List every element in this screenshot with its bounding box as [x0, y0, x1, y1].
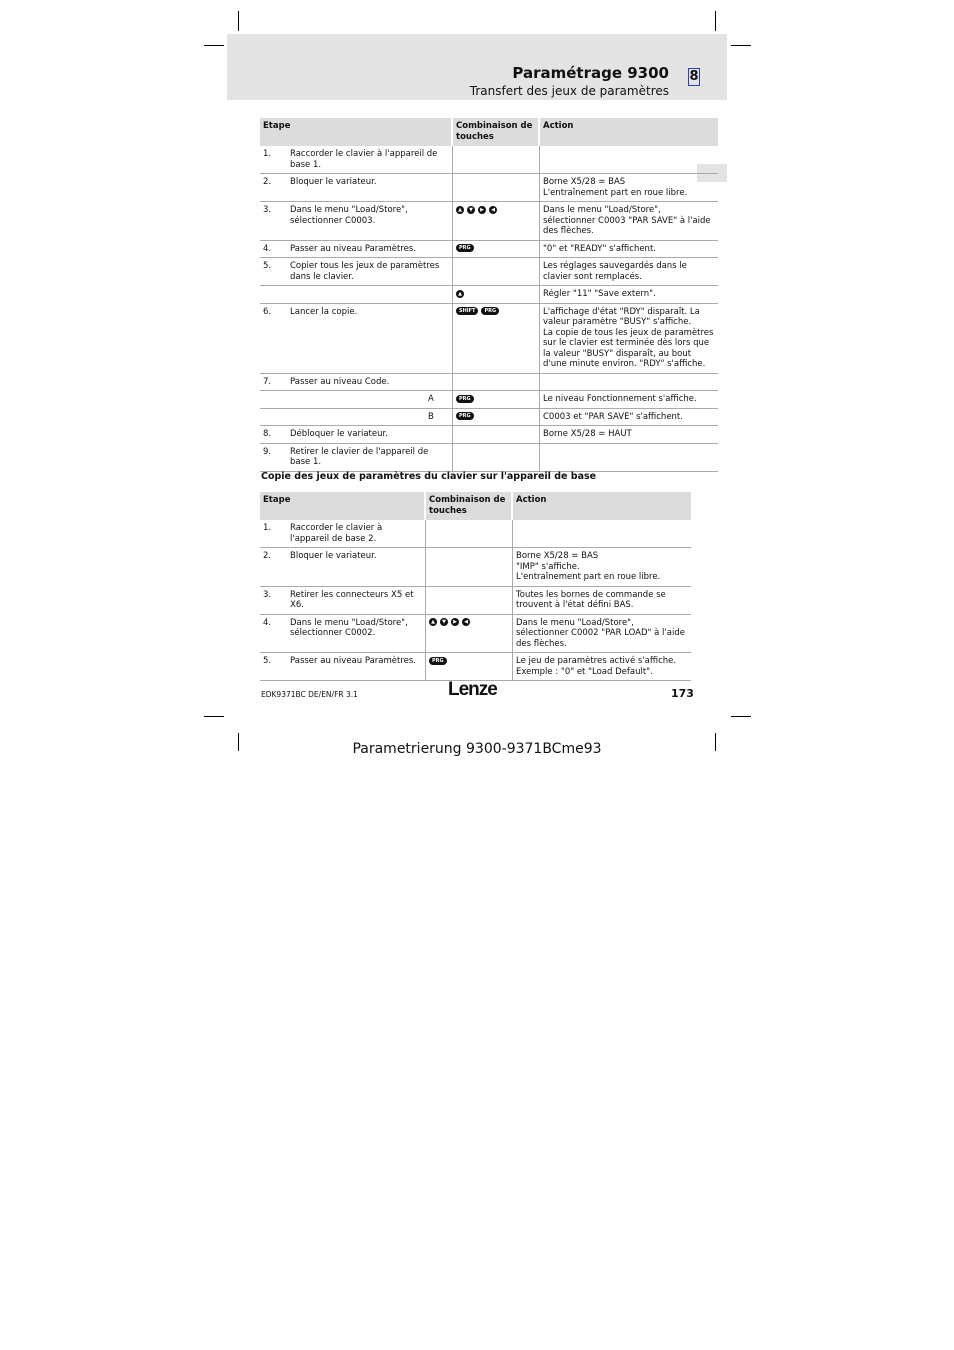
step-description: Débloquer le variateur.: [287, 426, 453, 444]
key-combination: [426, 520, 513, 548]
key-combination: [453, 409, 540, 427]
key-combination: [453, 146, 540, 174]
step-number: 3.: [260, 587, 287, 615]
page-subtitle: Transfert des jeux de paramètres: [469, 84, 669, 98]
table-header-row: [260, 118, 718, 146]
step-number: [260, 409, 287, 427]
step-number: 1.: [260, 146, 287, 174]
step-number: 8.: [260, 426, 287, 444]
step-number: [260, 391, 287, 409]
key-combination: [453, 286, 540, 304]
table-row: [260, 258, 718, 286]
step-description: [287, 409, 425, 427]
step-action: Dans le menu "Load/Store", sélectionner C0002 "PAR LOAD" à l'aide des flèches.: [513, 615, 691, 654]
key-combination: [426, 548, 513, 587]
step-description: Raccorder le clavier à l'appareil de base 1.: [287, 146, 453, 174]
table-row: [260, 444, 718, 472]
crop-mark: [238, 11, 239, 31]
step-number: 5.: [260, 653, 287, 681]
page-number: 173: [671, 687, 694, 700]
table-row: [260, 241, 718, 259]
prg-key: PRG: [481, 307, 499, 315]
step-action: Borne X5/28 = BAS "IMP" s'affiche. L'entraînement part en roue libre.: [513, 548, 691, 587]
key-combination: [453, 202, 540, 241]
page-title: Paramétrage 9300: [512, 64, 669, 82]
table-row: [260, 202, 718, 241]
header-keys: Combinaison de touches: [426, 492, 513, 520]
step-number: 6.: [260, 304, 287, 374]
table-header-row: [260, 492, 691, 520]
step-number: 2.: [260, 548, 287, 587]
sub-step-label: A: [425, 391, 453, 409]
key-combination: [453, 258, 540, 286]
table-row: [260, 174, 718, 202]
crop-mark: [204, 45, 224, 46]
key-combination: [453, 426, 540, 444]
step-number: [260, 286, 287, 304]
table-row: [260, 426, 718, 444]
step-description: Copier tous les jeux de paramètres dans le clavier.: [287, 258, 453, 286]
table-row: [260, 548, 691, 587]
chapter-number: 8: [689, 69, 699, 84]
key-combination: [453, 444, 540, 472]
step-number: 9.: [260, 444, 287, 472]
table-row: [260, 615, 691, 654]
step-description: [287, 391, 425, 409]
step-action: Toutes les bornes de commande se trouvent à l'état défini BAS.: [513, 587, 691, 615]
step-description: Passer au niveau Paramètres.: [287, 653, 426, 681]
crop-mark: [204, 716, 224, 717]
step-action: [540, 444, 718, 472]
step-number: 1.: [260, 520, 287, 548]
down-arrow-icon: ▼: [467, 206, 475, 214]
step-description: Dans le menu "Load/Store", sélectionner C0002.: [287, 615, 426, 654]
document-code: EDK9371BC DE/EN/FR 3.1: [261, 690, 358, 699]
up-arrow-icon: ▲: [429, 618, 437, 626]
step-action: C0003 et "PAR SAVE" s'affichent.: [540, 409, 718, 427]
step-action: Régler "11" "Save extern".: [540, 286, 718, 304]
up-arrow-icon: ▲: [456, 290, 464, 298]
key-combination: [426, 653, 513, 681]
left-arrow-icon: ◀: [489, 206, 497, 214]
step-action: Les réglages sauvegardés dans le clavier sont remplacés.: [540, 258, 718, 286]
table-row: [260, 146, 718, 174]
step-description: Raccorder le clavier à l'appareil de base 2.: [287, 520, 426, 548]
step-number: 3.: [260, 202, 287, 241]
step-description: Bloquer le variateur.: [287, 548, 426, 587]
prg-key: PRG: [456, 395, 474, 403]
step-number: 5.: [260, 258, 287, 286]
step-action: L'affichage d'état "RDY" disparaît. La valeur paramètre "BUSY" s'affiche. La copie de tous les jeux de paramètres sur le clavier est terminée dès lors que la valeur "BUSY" disparaît, au bout d'une minute environ. "RDY" s'affiche.: [540, 304, 718, 374]
header-keys: Combinaison de touches: [453, 118, 540, 146]
step-action: Borne X5/28 = HAUT: [540, 426, 718, 444]
key-combination: [453, 304, 540, 374]
table-row: [260, 286, 718, 304]
step-action: Borne X5/28 = BAS L'entraînement part en roue libre.: [540, 174, 718, 202]
right-arrow-icon: ▶: [478, 206, 486, 214]
step-action: Le jeu de paramètres activé s'affiche. Exemple : "0" et "Load Default".: [513, 653, 691, 681]
table-row: [260, 587, 691, 615]
key-combination: [453, 391, 540, 409]
header-step: Etape: [260, 492, 426, 520]
file-caption: Parametrierung 9300-9371BCme93: [352, 741, 602, 757]
step-action: Le niveau Fonctionnement s'affiche.: [540, 391, 718, 409]
sub-step-label: B: [425, 409, 453, 427]
key-combination: [426, 615, 513, 654]
table-row: [260, 374, 718, 392]
table-row: [260, 391, 718, 409]
step-number: 4.: [260, 241, 287, 259]
steps-table-save: [260, 118, 718, 472]
step-action: [513, 520, 691, 548]
step-action: Dans le menu "Load/Store", sélectionner C0003 "PAR SAVE" à l'aide des flèches.: [540, 202, 718, 241]
step-action: [540, 374, 718, 392]
step-description: Bloquer le variateur.: [287, 174, 453, 202]
key-combination: [426, 587, 513, 615]
shift-key: SHIFT: [456, 307, 478, 315]
step-description: [287, 286, 453, 304]
table-row: [260, 653, 691, 681]
up-arrow-icon: ▲: [456, 206, 464, 214]
header-step: Etape: [260, 118, 453, 146]
prg-key: PRG: [429, 657, 447, 665]
step-number: 4.: [260, 615, 287, 654]
step-description: Dans le menu "Load/Store", sélectionner C0003.: [287, 202, 453, 241]
right-arrow-icon: ▶: [451, 618, 459, 626]
step-description: Retirer le clavier de l'appareil de base 1.: [287, 444, 453, 472]
key-combination: [453, 174, 540, 202]
lenze-logo: Lenze: [448, 679, 497, 700]
section-heading: Copie des jeux de paramètres du clavier sur l'appareil de base: [261, 471, 597, 482]
left-arrow-icon: ◀: [462, 618, 470, 626]
table-row: [260, 304, 718, 374]
step-number: 2.: [260, 174, 287, 202]
crop-mark: [715, 11, 716, 31]
prg-key: PRG: [456, 244, 474, 252]
key-combination: [453, 374, 540, 392]
down-arrow-icon: ▼: [440, 618, 448, 626]
step-description: Passer au niveau Paramètres.: [287, 241, 453, 259]
step-action: "0" et "READY" s'affichent.: [540, 241, 718, 259]
step-description: Lancer la copie.: [287, 304, 453, 374]
step-action: [540, 146, 718, 174]
step-number: 7.: [260, 374, 287, 392]
key-combination: [453, 241, 540, 259]
step-description: Passer au niveau Code.: [287, 374, 453, 392]
crop-mark: [731, 716, 751, 717]
table-row: [260, 520, 691, 548]
prg-key: PRG: [456, 412, 474, 420]
crop-mark: [731, 45, 751, 46]
steps-table-load: [260, 492, 691, 681]
table-row: [260, 409, 718, 427]
header-action: Action: [513, 492, 691, 520]
header-action: Action: [540, 118, 718, 146]
step-description: Retirer les connecteurs X5 et X6.: [287, 587, 426, 615]
